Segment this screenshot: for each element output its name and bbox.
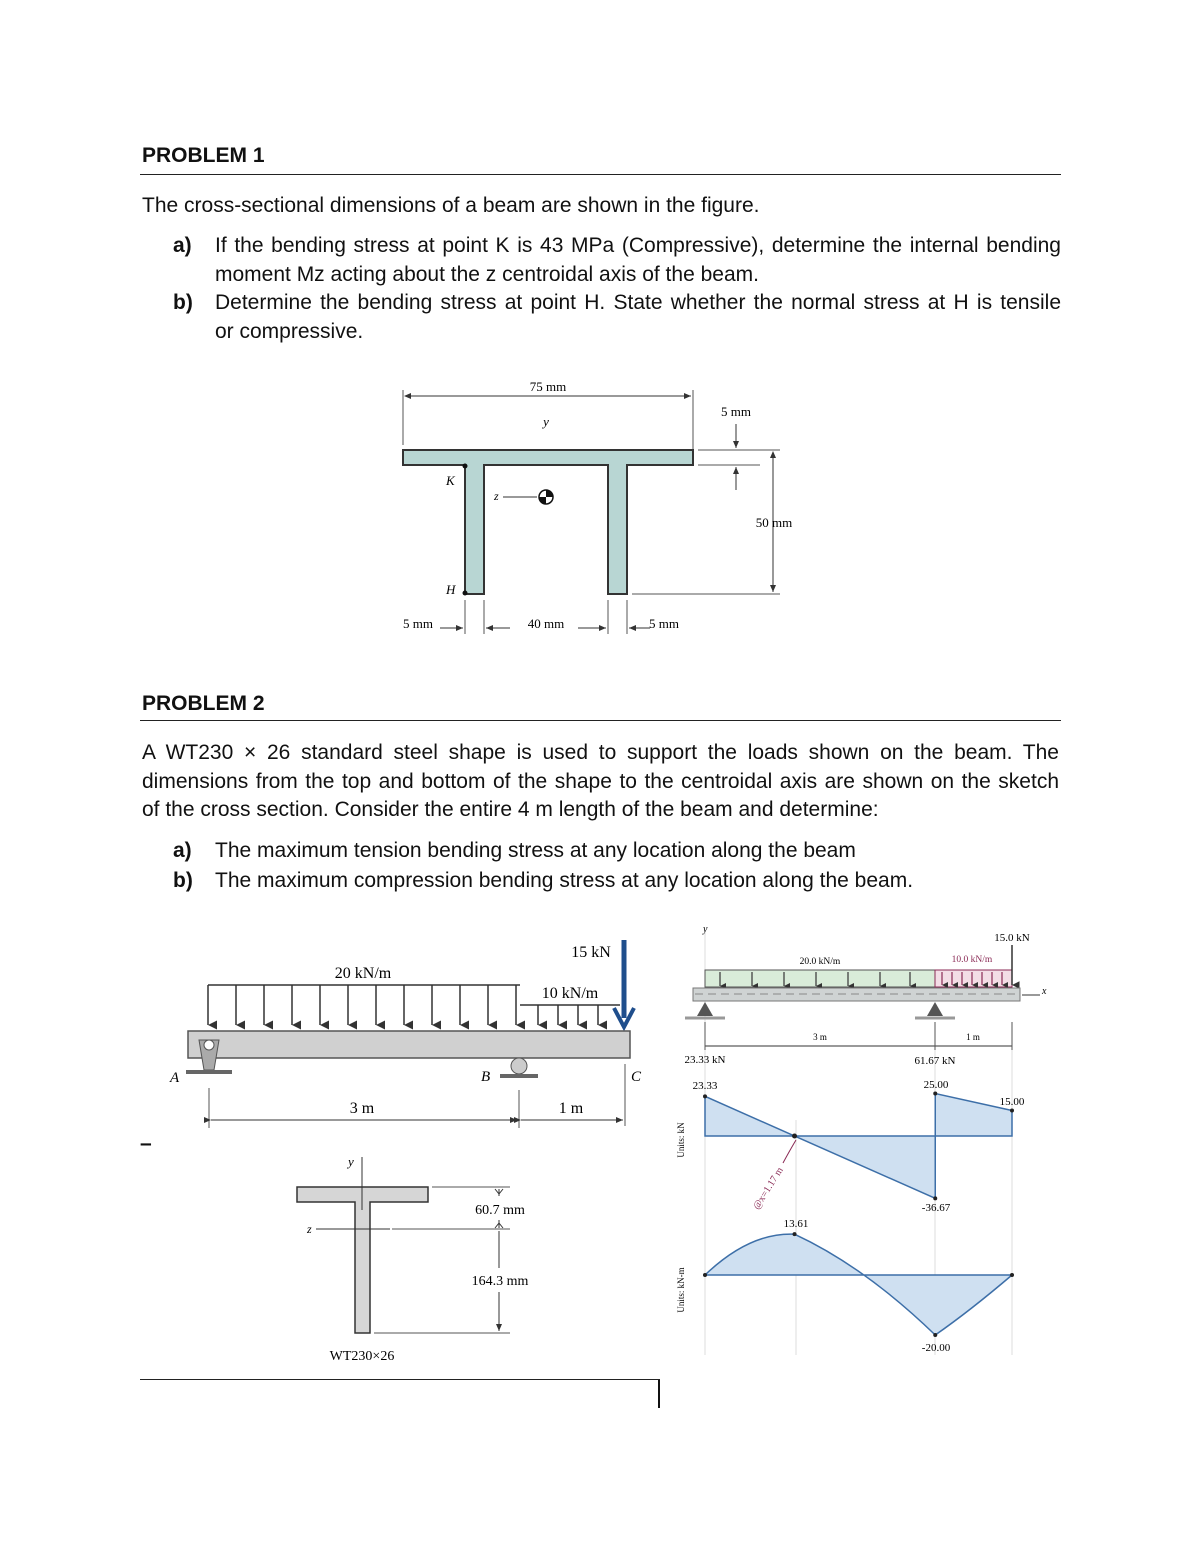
problem2-rule (140, 720, 1061, 721)
problem2-heading: PROBLEM 2 (142, 692, 265, 715)
pi-section-shape (403, 450, 693, 594)
problem1-item-b (173, 289, 1061, 349)
right-web-label: 5 mm (649, 616, 679, 631)
item-text-line1: If the bending stress at point K is 43 MPa (Compressive), determine the internal bending (215, 234, 1061, 257)
gap-label: 40 mm (527, 616, 565, 631)
shear-zero-point (792, 1134, 797, 1139)
item-text-line2: moment Mz acting about the z centroidal axis of the beam. (215, 262, 759, 286)
problem1-intro: The cross-sectional dimensions of a beam are shown in the figure. (142, 194, 760, 217)
item-text-line1: Determine the bending stress at point H. State whether the normal stress at H is tensile (215, 291, 1061, 314)
flange-thickness-label: 5 mm (721, 404, 751, 419)
y-axis-label: y (543, 414, 549, 429)
moment-diagram (705, 1234, 1012, 1335)
zero-crossing-label: @x=1.17 m (751, 1165, 786, 1212)
bottom-rule-tick (658, 1380, 660, 1408)
problem2-paragraph (142, 739, 1059, 825)
z-axis-label: z (494, 489, 499, 503)
dist-load-2-label: 10 kN/m (541, 985, 599, 1002)
shear-value-b-left: -36.67 (921, 1202, 951, 1214)
point-k-label: K (446, 473, 455, 488)
item-label: a) (173, 234, 192, 257)
point-h-dot (463, 591, 468, 596)
shear-diagram (705, 1094, 1012, 1199)
top-dim-label: 60.7 mm (475, 1203, 525, 1218)
diagram-dist-load-1 (705, 970, 935, 987)
span-1-label: 3 m (349, 1100, 375, 1117)
diagram-support-a (697, 1002, 713, 1016)
diagram-support-b (927, 1002, 943, 1016)
diagram-y-label: y (703, 924, 708, 935)
shear-point-b-left (933, 1196, 937, 1200)
moment-point-c (1010, 1273, 1014, 1277)
problem1-heading: PROBLEM 1 (142, 144, 265, 167)
diagram-span-2-label: 1 m (966, 1032, 980, 1042)
stray-dash: – (140, 1132, 152, 1155)
reaction-b-label: 61.67 kN (914, 1055, 956, 1067)
problem1-rule (140, 174, 1061, 175)
shear-value-b-right: 25.00 (923, 1079, 949, 1091)
item-text: The maximum tension bending stress at any location along the beam (215, 839, 856, 862)
shear-point-c (1010, 1109, 1014, 1113)
item-label: a) (173, 839, 192, 862)
bottom-rule (140, 1379, 660, 1380)
dist-load-1-label: 20 kN/m (334, 965, 392, 982)
item-label: b) (173, 291, 193, 314)
roller-support-b (511, 1058, 527, 1074)
item-text-line2: or compressive. (215, 319, 364, 343)
bottom-dim-label: 164.3 mm (471, 1274, 529, 1289)
problem2-section-figure (290, 1150, 550, 1370)
moment-point-b (933, 1333, 937, 1337)
paragraph-line: A WT230 × 26 standard steel shape is used to support the loads shown on the beam. The (142, 741, 1059, 764)
diagram-dist-load-2-label: 10.0 kN/m (951, 955, 993, 965)
span-2-label: 1 m (558, 1100, 584, 1117)
moment-point-max (793, 1232, 797, 1236)
diagram-dist-load-1-label: 20.0 kN/m (799, 957, 841, 967)
point-h-label: H (446, 582, 456, 597)
reaction-a-label: 23.33 kN (684, 1054, 726, 1066)
shear-point-a (703, 1094, 707, 1098)
problem2-item-b (173, 867, 1061, 897)
item-text: The maximum compression bending stress at any location along the beam. (215, 869, 914, 892)
distributed-load-10-arrows (538, 1005, 598, 1025)
problem1-section-figure (380, 370, 820, 640)
shear-value-a: 23.33 (692, 1080, 718, 1092)
moment-point-a (703, 1273, 707, 1277)
point-c-label: C (631, 1069, 642, 1085)
point-b-label: B (481, 1069, 491, 1085)
problem2-beam-figure (150, 925, 650, 1135)
section-y-label: y (348, 1154, 354, 1169)
shear-value-c: 15.00 (999, 1096, 1025, 1108)
designation-label: WT230×26 (329, 1349, 395, 1364)
diagram-span-1-label: 3 m (813, 1032, 827, 1042)
beam-body (188, 1031, 630, 1058)
point-k-dot (463, 464, 468, 469)
paragraph-line: of the cross section. Consider the entire 4 m length of the beam and determine: (142, 798, 879, 821)
point-load-label: 15 kN (571, 944, 611, 961)
web-height-label: 50 mm (755, 515, 793, 530)
diagram-x-label: x (1042, 986, 1047, 997)
section-z-label: z (307, 1222, 312, 1236)
point-a-label: A (170, 1070, 180, 1086)
left-web-label: 5 mm (403, 616, 433, 631)
width-dim-label: 75 mm (529, 379, 567, 394)
paragraph-line: dimensions from the top and bottom of the shape to the centroidal axis are shown on the sketch (142, 769, 1059, 793)
diagram-dist-load-2 (935, 970, 1012, 987)
item-label: b) (173, 869, 193, 892)
diagram-point-load-label: 15.0 kN (994, 932, 1030, 944)
shear-units-label: Units: kN (676, 1122, 686, 1158)
problem1-item-a (173, 232, 1061, 292)
moment-value-b: -20.00 (921, 1342, 951, 1354)
distributed-load-20-arrows (208, 985, 516, 1025)
problem2-item-a (173, 837, 1061, 867)
moment-value-max: 13.61 (783, 1218, 809, 1230)
shear-point-b-right (933, 1092, 937, 1096)
problem2-diagram-figure (660, 920, 1060, 1360)
moment-units-label: Units: kN-m (676, 1267, 686, 1313)
